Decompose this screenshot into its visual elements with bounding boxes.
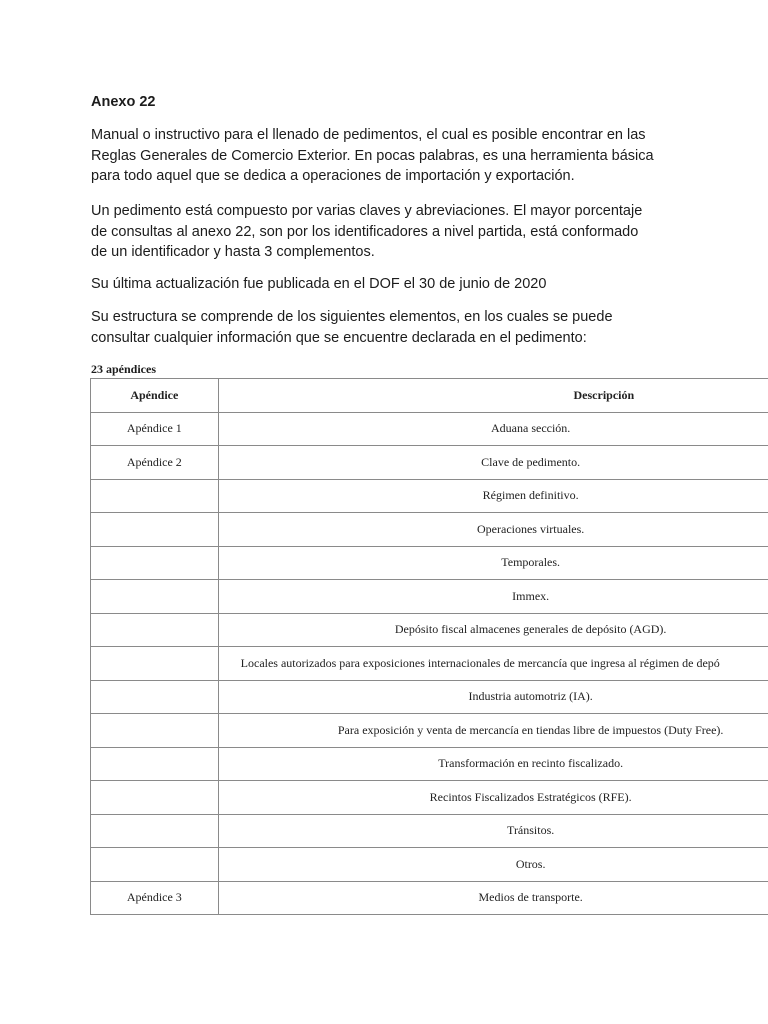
- descripcion-cell: [218, 814, 768, 848]
- apendice-cell: [91, 513, 219, 547]
- text-line: Reglas Generales de Comercio Exterior. En pocas palabras, es una herramienta básica: [91, 147, 654, 164]
- descripcion-cell: [218, 680, 768, 714]
- paragraph-composition: [91, 201, 711, 263]
- table-row: [91, 848, 768, 882]
- table-row: [91, 881, 768, 915]
- table-row: [91, 814, 768, 848]
- table-row: [91, 580, 768, 614]
- table-row: [91, 412, 768, 446]
- apendice-cell: [91, 580, 219, 614]
- apendice-cell: Apéndice 2: [91, 446, 219, 480]
- apendice-cell: [91, 781, 219, 815]
- table-row: [91, 513, 768, 547]
- cell-text: Para exposición y venta de mercancía en tiendas libre de impuestos (Duty Free).: [337, 722, 724, 737]
- column-header-apendice: Apéndice: [91, 379, 219, 413]
- table-header-row: [91, 379, 768, 413]
- cell-text: Depósito fiscal almacenes generales de depósito (AGD).: [394, 622, 667, 637]
- table-row: [91, 613, 768, 647]
- cell-text: Temporales.: [501, 555, 561, 570]
- text-line: para todo aquel que se dedica a operaciones de importación y exportación.: [91, 168, 575, 184]
- apendice-cell: [91, 814, 219, 848]
- descripcion-cell: [218, 747, 768, 781]
- cell-text: Otros.: [515, 856, 546, 871]
- cell-text: Recintos Fiscalizados Estratégicos (RFE).: [429, 789, 632, 804]
- apendice-cell: [91, 613, 219, 647]
- descripcion-cell: [218, 647, 768, 681]
- cell-text: Aduana sección.: [491, 421, 571, 436]
- descripcion-cell: [218, 412, 768, 446]
- cell-text: Régimen definitivo.: [482, 488, 579, 503]
- descripcion-cell: [218, 781, 768, 815]
- table-row: [91, 680, 768, 714]
- apendice-cell: [91, 680, 219, 714]
- cell-text: Transformación en recinto fiscalizado.: [438, 756, 624, 771]
- table-row: [91, 647, 768, 681]
- descripcion-cell: [218, 580, 768, 614]
- text-line: consultar cualquier información que se encuentre declarada en el pedimento:: [91, 329, 587, 346]
- apendice-cell: [91, 714, 219, 748]
- descripcion-cell: [218, 714, 768, 748]
- table-row: [91, 446, 768, 480]
- paragraph-structure: [91, 307, 711, 348]
- text-line: Manual o instructivo para el llenado de pedimentos, el cual es posible encontrar en las: [91, 127, 646, 143]
- descripcion-cell: [218, 546, 768, 580]
- apendice-cell: [91, 747, 219, 781]
- apendice-cell: [91, 647, 219, 681]
- cell-text: Operaciones virtuales.: [477, 521, 585, 536]
- table-row: [91, 714, 768, 748]
- cell-text: Clave de pedimento.: [481, 454, 581, 469]
- cell-text: Locales autorizados para exposiciones internacionales de mercancía que ingresa al régimen de depó: [240, 655, 720, 670]
- table-row: [91, 747, 768, 781]
- text-line: Su última actualización fue publicada en el DOF el 30 de junio de 2020: [91, 276, 547, 292]
- table-row: [91, 546, 768, 580]
- apendice-cell: Apéndice 3: [91, 881, 219, 915]
- descripcion-cell: [218, 848, 768, 882]
- text-line: de un identificador y hasta 3 complementos.: [91, 244, 375, 260]
- apendice-cell: Apéndice 1: [91, 412, 219, 446]
- appendix-table: [90, 378, 768, 915]
- text-line: Su estructura se comprende de los siguientes elementos, en los cuales se puede: [91, 309, 613, 325]
- cell-text: Industria automotriz (IA).: [468, 689, 593, 704]
- text-line: Un pedimento está compuesto por varias claves y abreviaciones. El mayor porcentaje: [91, 203, 643, 219]
- header-label: Descripción: [573, 387, 635, 402]
- cell-text: Medios de transporte.: [478, 890, 583, 905]
- cell-text: Tránsitos.: [507, 823, 555, 838]
- descripcion-cell: [218, 446, 768, 480]
- apendice-cell: [91, 479, 219, 513]
- descripcion-cell: [218, 513, 768, 547]
- table-row: [91, 479, 768, 513]
- descripcion-cell: [218, 881, 768, 915]
- column-header-descripcion: [218, 379, 768, 413]
- paragraph-intro: [91, 125, 711, 187]
- table-row: [91, 781, 768, 815]
- table-caption: 23 apéndices: [91, 362, 157, 376]
- text-line: de consultas al anexo 22, son por los identificadores a nivel partida, está conformado: [91, 223, 639, 240]
- document-title: Anexo 22: [91, 94, 156, 110]
- apendice-cell: [91, 546, 219, 580]
- paragraph-last-update: [91, 274, 711, 295]
- apendice-cell: [91, 848, 219, 882]
- descripcion-cell: [218, 479, 768, 513]
- cell-text: Immex.: [512, 588, 550, 603]
- descripcion-cell: [218, 613, 768, 647]
